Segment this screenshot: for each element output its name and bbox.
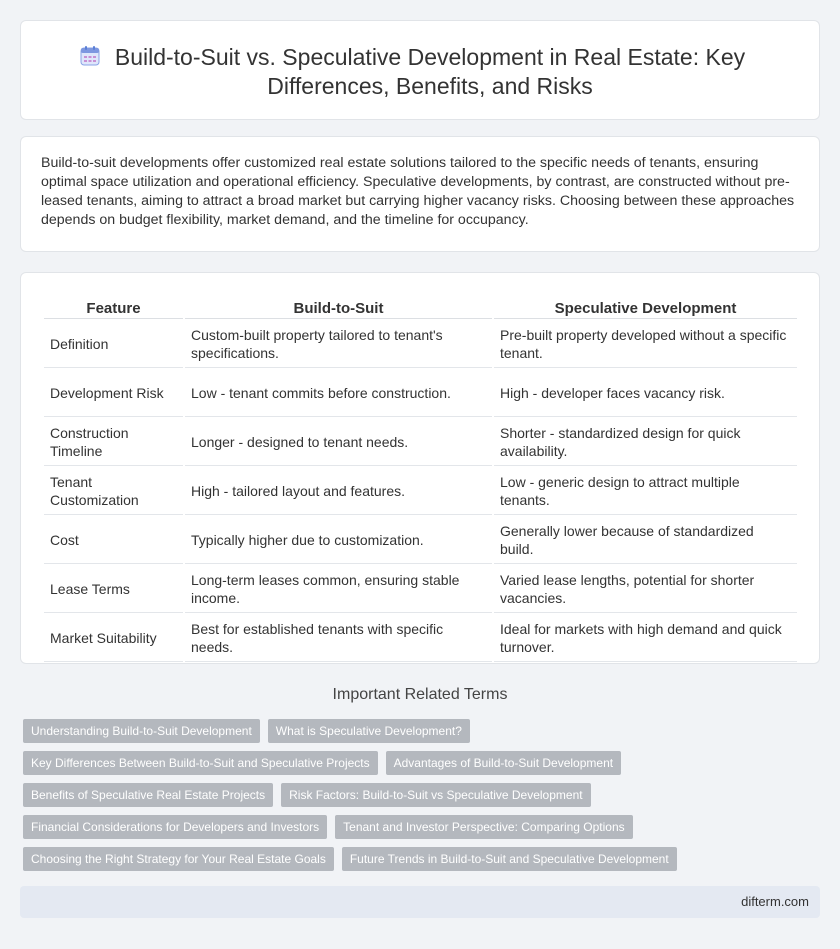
related-term-link[interactable]: Choosing the Right Strategy for Your Real Estate Goals — [23, 847, 334, 871]
row-build-to-suit: Longer - designed to tenant needs. — [185, 419, 492, 466]
related-term-link[interactable]: Tenant and Investor Perspective: Comparing Options — [335, 815, 632, 839]
footer-site-link[interactable]: difterm.com — [741, 894, 809, 909]
comparison-card — [20, 272, 820, 664]
related-terms-list — [23, 719, 823, 879]
page-title: Build-to-Suit vs. Speculative Development in Real Estate: Key Differences, Benefits, and Risks — [114, 44, 746, 99]
table-row — [44, 468, 797, 515]
table-row — [44, 517, 797, 564]
row-build-to-suit: Typically higher due to customization. — [185, 517, 492, 564]
table-row — [44, 321, 797, 368]
related-term-link[interactable]: Risk Factors: Build-to-Suit vs Speculative Development — [281, 783, 590, 807]
row-feature: Development Risk — [44, 370, 183, 417]
header-feature: Feature — [44, 299, 183, 319]
row-feature: Cost — [44, 517, 183, 564]
related-terms-heading: Important Related Terms — [332, 686, 508, 703]
row-feature: Lease Terms — [44, 566, 183, 613]
row-feature: Tenant Customization — [44, 468, 183, 515]
row-speculative: Varied lease lengths, potential for shorter vacancies. — [494, 566, 797, 613]
row-speculative: High - developer faces vacancy risk. — [494, 370, 797, 417]
row-speculative: Pre-built property developed without a specific tenant. — [494, 321, 797, 368]
intro-paragraph: Build-to-suit developments offer customized real estate solutions tailored to the specific needs of tenants, ensuring optimal space utilization and operational efficiency. Speculative developments, by contrast, are constructed without pre-leased tenants, aiming to attract a broad market but carrying higher vacancy risks. Choosing between these approaches depends on budget flexibility, market demand, and the timeline for occupancy. — [41, 155, 795, 228]
intro-card — [20, 136, 820, 252]
row-build-to-suit: High - tailored layout and features. — [185, 468, 492, 515]
row-speculative: Generally lower because of standardized build. — [494, 517, 797, 564]
row-speculative: Shorter - standardized design for quick availability. — [494, 419, 797, 466]
related-term-link[interactable]: Benefits of Speculative Real Estate Projects — [23, 783, 273, 807]
row-feature: Definition — [44, 321, 183, 368]
related-term-link[interactable]: Understanding Build-to-Suit Development — [23, 719, 260, 743]
row-feature: Market Suitability — [44, 615, 183, 662]
related-term-link[interactable]: Financial Considerations for Developers and Investors — [23, 815, 327, 839]
table-row — [44, 419, 797, 466]
row-build-to-suit: Long-term leases common, ensuring stable income. — [185, 566, 492, 613]
table-row — [44, 615, 797, 662]
row-speculative: Ideal for markets with high demand and quick turnover. — [494, 615, 797, 662]
related-term-link[interactable]: What is Speculative Development? — [268, 719, 470, 743]
header-build-to-suit: Build-to-Suit — [185, 299, 492, 319]
row-build-to-suit: Low - tenant commits before construction. — [185, 370, 492, 417]
related-term-link[interactable]: Key Differences Between Build-to-Suit and Speculative Projects — [23, 751, 378, 775]
table-row — [44, 566, 797, 613]
table-row — [44, 370, 797, 417]
row-speculative: Low - generic design to attract multiple tenants. — [494, 468, 797, 515]
table-header-row — [44, 299, 797, 319]
title-card — [20, 20, 820, 120]
row-build-to-suit: Best for established tenants with specific needs. — [185, 615, 492, 662]
row-build-to-suit: Custom-built property tailored to tenant's specifications. — [185, 321, 492, 368]
header-speculative: Speculative Development — [494, 299, 797, 319]
related-term-link[interactable]: Future Trends in Build-to-Suit and Speculative Development — [342, 847, 677, 871]
footer — [20, 886, 820, 918]
row-feature: Construction Timeline — [44, 419, 183, 466]
related-term-link[interactable]: Advantages of Build-to-Suit Development — [386, 751, 621, 775]
comparison-table — [42, 297, 799, 664]
